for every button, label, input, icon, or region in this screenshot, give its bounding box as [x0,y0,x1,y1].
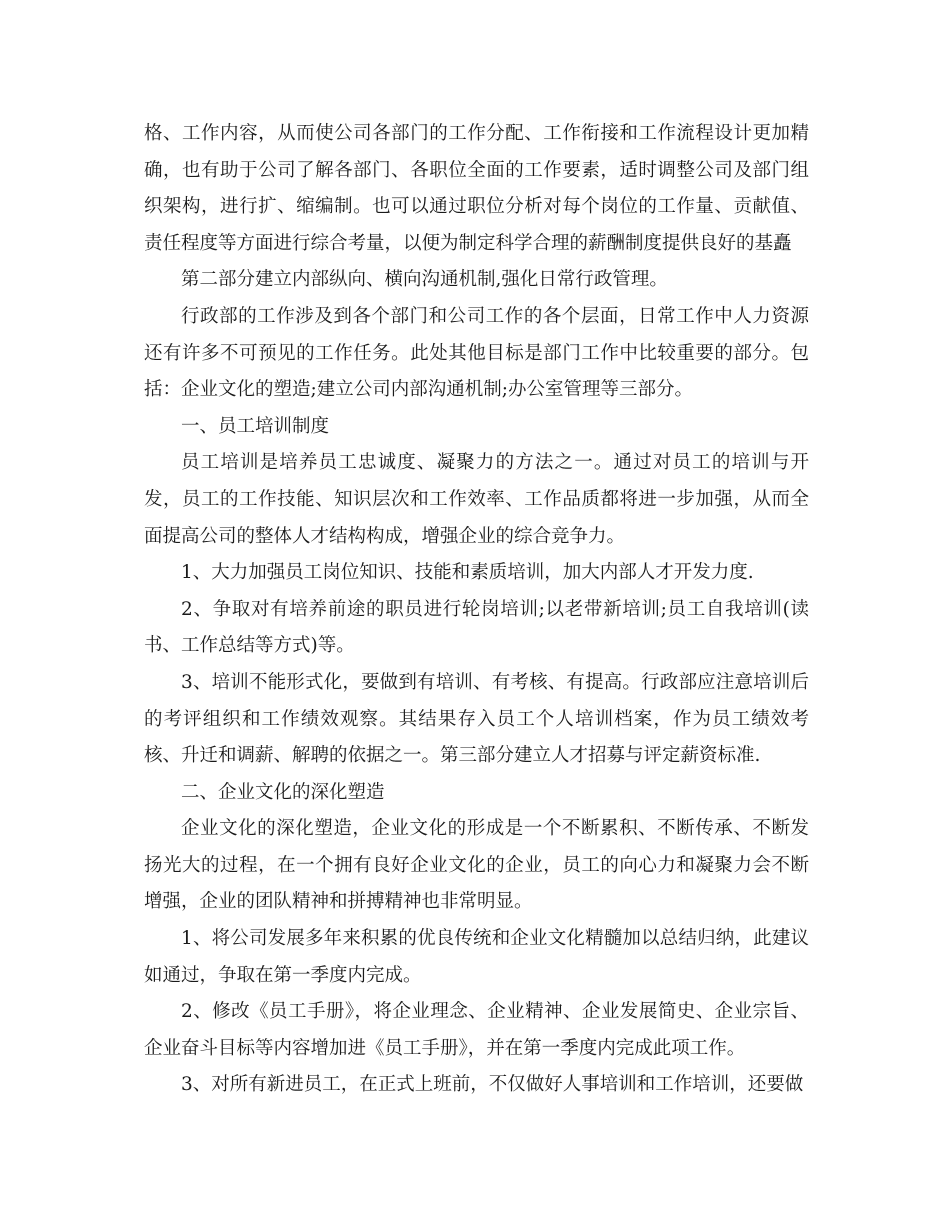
paragraph-admin-scope: 行政部的工作涉及到各个部门和公司工作的各个层面，日常工作中人力资源还有许多不可预见的工作任务。此处其他目标是部门工作中比较重要的部分。包括：企业文化的塑造;建立公司内部沟通机制;办公室管理等三部分。 [144,305,809,401]
section-heading-culture: 二、企业文化的深化塑造 [181,781,385,803]
list-item-training-2: 2、争取对有培养前途的职员进行轮岗培训;以老带新培训;员工自我培训(读书、工作总结等方式)等。 [144,598,809,657]
paragraph-continuation: 格、工作内容，从而使公司各部门的工作分配、工作衔接和工作流程设计更加精确，也有助于公司了解各部门、各职位全面的工作要素，适时调整公司及部门组织架构，进行扩、缩编制。也可以通过职位分析对每个岗位的工作量、贡献值、责任程度等方面进行综合考量，以便为制定科学合理的薪酬制度提供良好的基矗 [144,123,809,254]
paragraph-part-two-heading: 第二部分建立内部纵向、横向沟通机制,强化日常行政管理。 [181,269,668,291]
section-heading-training: 一、员工培训制度 [181,415,330,437]
list-item-culture-2: 2、修改《员工手册》，将企业理念、企业精神、企业发展简史、企业宗旨、企业奋斗目标等内容增加进《员工手册》，并在第一季度内完成此项工作。 [144,1001,809,1059]
paragraph-training-intro: 员工培训是培养员工忠诚度、凝聚力的方法之一。通过对员工的培训与开发，员工的工作技能、知识层次和工作效率、工作品质都将进一步加强，从而全面提高公司的整体人才结构构成，增强企业的综合竞争力。 [144,452,809,547]
list-item-training-3: 3、培训不能形式化，要做到有培训、有考核、有提高。行政部应注意培训后的考评组织和工作绩效观察。其结果存入员工个人培训档案，作为员工绩效考核、升迁和调薪、解聘的依据之一。第三部分建立人才招募与评定薪资标准. [144,671,809,767]
document-body [144,116,809,1104]
paragraph-culture-intro: 企业文化的深化塑造，企业文化的形成是一个不断累积、不断传承、不断发扬光大的过程，在一个拥有良好企业文化的企业，员工的向心力和凝聚力会不断增强，企业的团队精神和拼搏精神也非常明显。 [144,818,809,913]
list-item-training-1: 1、大力加强员工岗位知识、技能和素质培训，加大内部人才开发力度. [181,562,754,584]
list-item-culture-3: 3、对所有新进员工，在正式上班前，不仅做好人事培训和工作培训，还要做 [181,1074,804,1096]
list-item-culture-1: 1、将公司发展多年来积累的优良传统和企业文化精髓加以总结归纳，此建议如通过，争取在第一季度内完成。 [144,928,809,986]
